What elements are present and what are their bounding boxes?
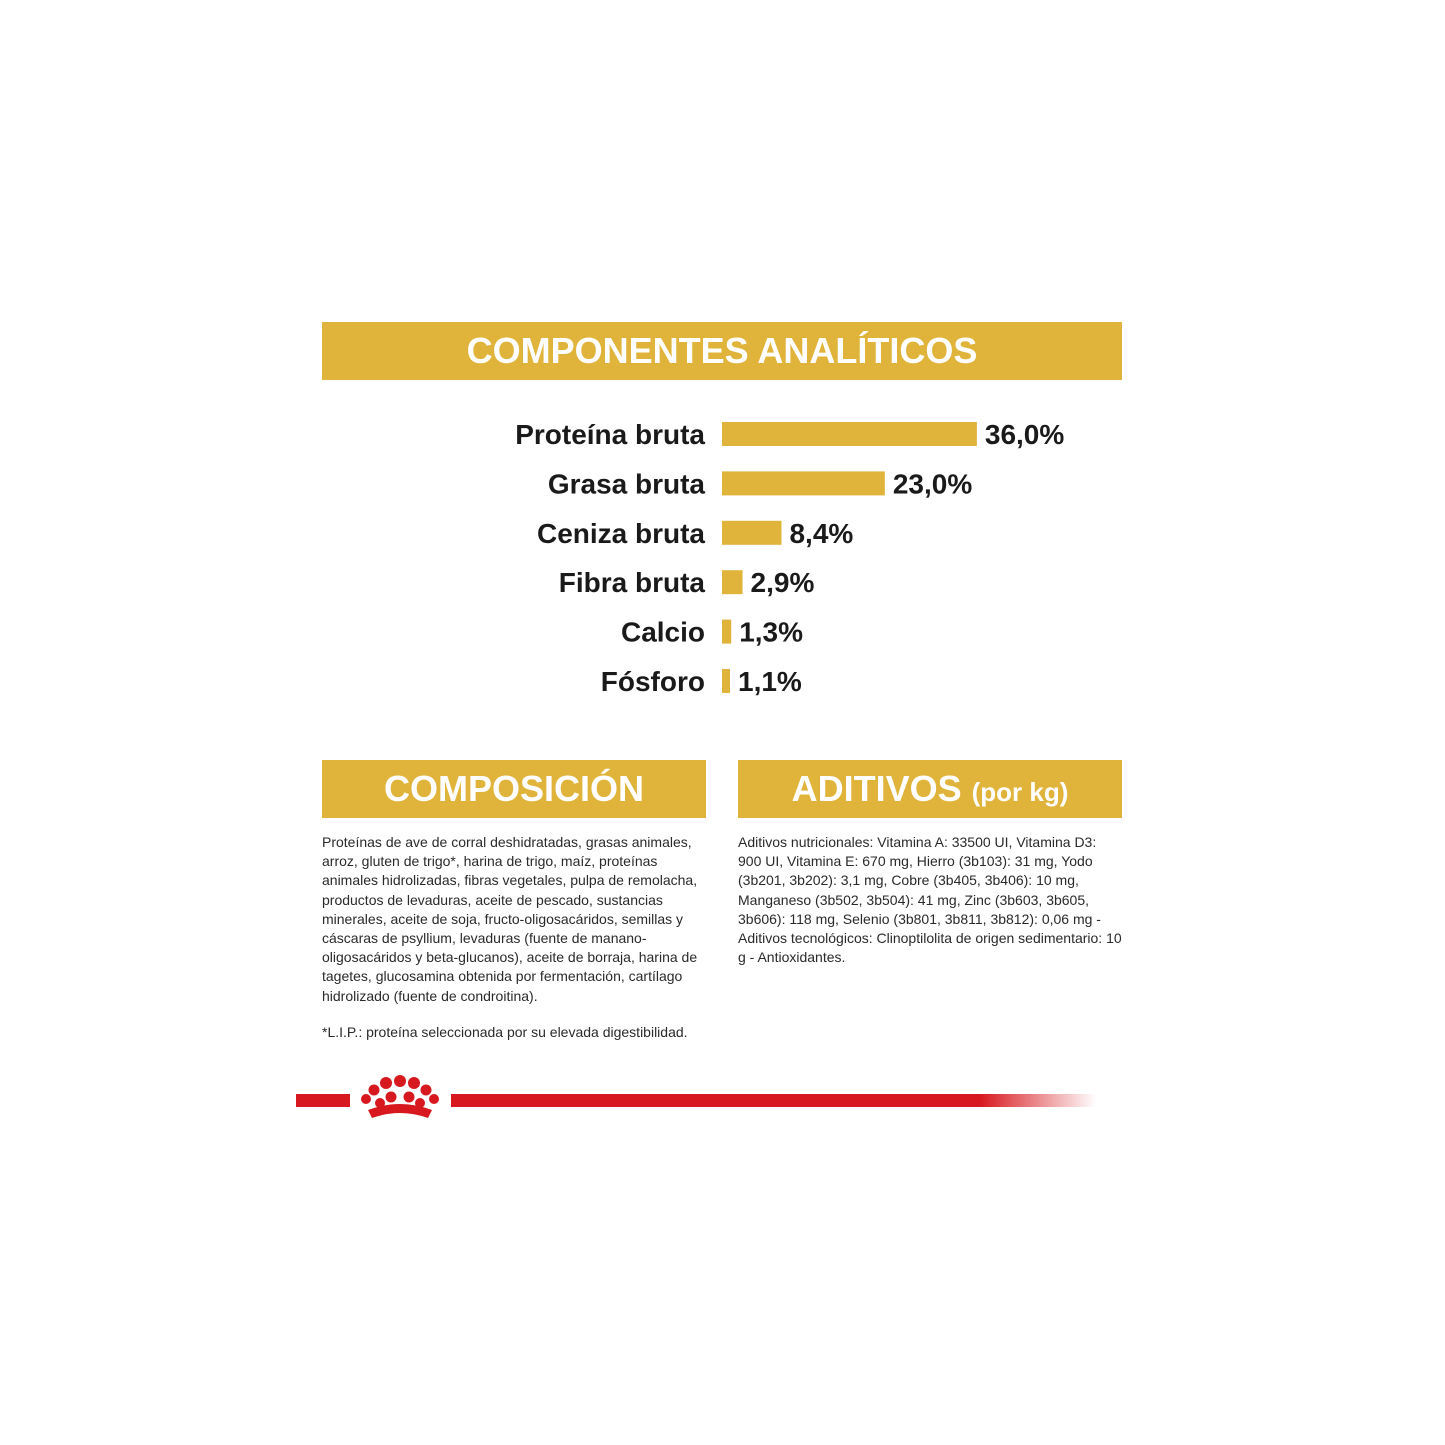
composition-header	[322, 760, 706, 818]
footer-line-right	[451, 1094, 1096, 1107]
bar-2	[722, 521, 781, 545]
bar-1	[722, 471, 885, 495]
additives-title: ADITIVOS	[791, 768, 962, 809]
bar-label-1: Grasa bruta	[547, 468, 705, 500]
analytical-components-chart	[0, 400, 1445, 710]
bar-value-2: 8,4%	[789, 517, 854, 549]
bar-5	[722, 669, 730, 693]
bar-value-3: 2,9%	[750, 567, 815, 599]
royal-crown-logo-icon	[361, 1075, 439, 1118]
bar-label-0: Proteína bruta	[515, 419, 705, 450]
bar-label-3: Fibra bruta	[558, 567, 705, 599]
additives-header	[738, 760, 1122, 818]
bar-0	[722, 422, 977, 446]
additives-unit: (por kg)	[971, 776, 1069, 807]
composition-footnote: *L.I.P.: proteína seleccionada por su elevada digestibilidad.	[322, 1024, 688, 1040]
footer-line-left	[296, 1094, 350, 1107]
bar-value-5: 1,1%	[738, 666, 802, 697]
bar-4	[722, 620, 731, 644]
bar-3	[722, 570, 743, 594]
brand-footer-line	[296, 1072, 1096, 1132]
composition-text: Proteínas de ave de corral deshidratadas, grasas animales, arroz, gluten de trigo*, harina de trigo, maíz, proteínas animales hidrolizadas, fibras vegetales, pulpa de remolacha, productos de levaduras, aceite de pescado, sustancias minerales, aceite de soja, fructo-oligosacáridos, semillas y cáscaras de psyllium, levaduras (fuente de manano-oligosacáridos y beta-glucanos), aceite de borraja, harina de tagetes, glucosamina obtenida por fermentación, cartílago hidrolizado (fuente de condroitina).	[322, 834, 698, 1004]
analytical-components-title: COMPONENTES ANALÍTICOS	[466, 330, 978, 371]
additives-text: Aditivos nutricionales: Vitamina A: 33500 UI, Vitamina D3: 900 UI, Vitamina E: 670 mg, Hierro (3b103): 31 mg, Yodo (3b201, 3b202): 3,1 mg, Cobre (3b405, 3b406): 10 mg, Manganeso (3b502, 3b504): 41 mg, Zinc (3b603, 3b605, 3b606): 118 mg, Selenio (3b801, 3b811, 3b812): 0,06 mg - Aditivos tecnológicos: Clinoptilolita de origen sedimentario: 10 g - Antioxidantes.	[738, 834, 1122, 966]
analytical-components-header	[322, 322, 1122, 380]
bar-value-0: 36,0%	[984, 419, 1065, 450]
bar-label-5: Fósforo	[600, 666, 705, 697]
bar-value-1: 23,0%	[892, 468, 973, 500]
bar-label-4: Calcio	[620, 616, 705, 648]
composition-title: COMPOSICIÓN	[383, 768, 644, 809]
bar-label-2: Ceniza bruta	[536, 517, 705, 549]
bar-value-4: 1,3%	[739, 616, 804, 648]
